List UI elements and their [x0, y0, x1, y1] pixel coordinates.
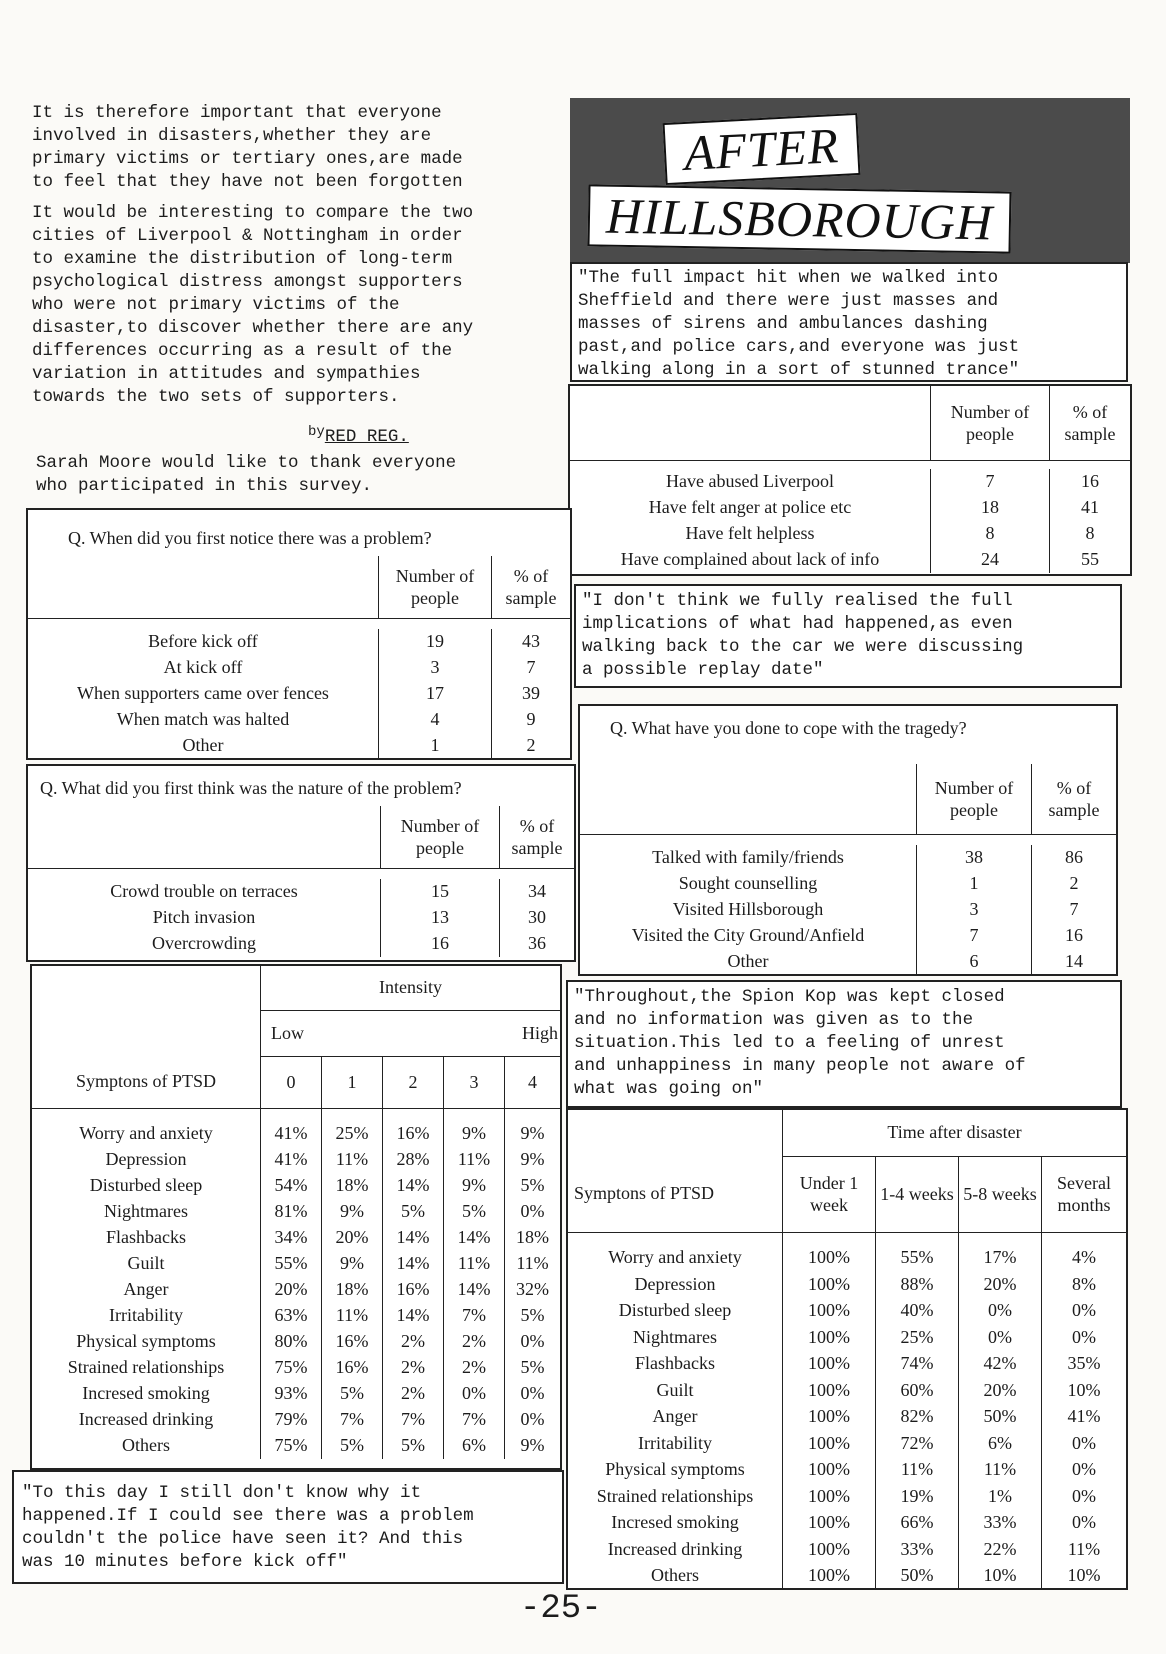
time-value: 100%	[783, 1245, 876, 1272]
notice-percent: 2	[492, 733, 571, 759]
intensity-label: Others	[122, 1435, 170, 1455]
nature-table	[26, 764, 576, 962]
time-value: 100%	[783, 1536, 876, 1563]
time-value: 25%	[876, 1324, 959, 1351]
cope-col-number: Number of people	[917, 764, 1032, 834]
time-value: 100%	[783, 1404, 876, 1431]
notice-label: At kick off	[163, 657, 243, 677]
intro-box	[14, 98, 566, 506]
time-value: 11%	[1042, 1536, 1127, 1563]
page-number: -25-	[520, 1590, 602, 1628]
time-value: 0%	[1042, 1430, 1127, 1457]
feelings-number: 24	[931, 547, 1050, 573]
intensity-value: 7%	[444, 1303, 505, 1329]
intensity-value: 7%	[444, 1407, 505, 1433]
notice-grid	[28, 556, 570, 759]
nature-number: 16	[381, 931, 500, 957]
feelings-number: 7	[931, 469, 1050, 495]
notice-percent: 39	[492, 681, 571, 707]
feelings-percent: 16	[1050, 469, 1131, 495]
intensity-label: Physical symptoms	[76, 1331, 216, 1351]
time-table	[566, 1108, 1128, 1590]
time-value: 60%	[876, 1377, 959, 1404]
time-label: Disturbed sleep	[618, 1300, 732, 1321]
intensity-label: Irritability	[109, 1305, 183, 1325]
intensity-value: 18%	[505, 1225, 561, 1251]
notice-number: 3	[379, 655, 492, 681]
intensity-value: 54%	[261, 1173, 322, 1199]
intensity-value: 14%	[444, 1225, 505, 1251]
time-label: Incresed smoking	[611, 1512, 739, 1533]
intensity-value: 5%	[505, 1173, 561, 1199]
time-value: 100%	[783, 1351, 876, 1378]
intensity-label: Depression	[105, 1149, 187, 1169]
time-value: 4%	[1042, 1245, 1127, 1272]
cope-percent: 14	[1032, 949, 1117, 975]
intensity-label: Strained relationships	[67, 1357, 225, 1377]
time-value: 50%	[876, 1563, 959, 1590]
intensity-value: 75%	[261, 1355, 322, 1381]
intensity-value: 2%	[383, 1381, 444, 1407]
quote-still-dont-know	[12, 1470, 564, 1584]
intensity-table	[30, 964, 562, 1470]
time-label: Flashbacks	[635, 1353, 715, 1374]
time-label: Increased drinking	[607, 1538, 743, 1559]
time-value: 33%	[959, 1510, 1042, 1537]
intensity-value: 9%	[505, 1433, 561, 1459]
notice-question: Q. When did you first notice there was a problem?	[68, 528, 432, 548]
nature-percent: 34	[500, 879, 575, 905]
time-value: 100%	[783, 1563, 876, 1590]
notice-number: 17	[379, 681, 492, 707]
intensity-level: 1	[322, 1056, 383, 1108]
cope-number: 7	[917, 923, 1032, 949]
time-value: 100%	[783, 1510, 876, 1537]
time-value: 100%	[783, 1457, 876, 1484]
intensity-label: Incresed smoking	[82, 1383, 210, 1403]
time-value: 35%	[1042, 1351, 1127, 1378]
feelings-label: Have felt anger at police etc	[648, 497, 852, 517]
intensity-value: 5%	[505, 1303, 561, 1329]
cope-grid	[580, 764, 1116, 975]
time-value: 0%	[959, 1324, 1042, 1351]
time-value: 10%	[959, 1563, 1042, 1590]
nature-number: 15	[381, 879, 500, 905]
intensity-value: 14%	[383, 1251, 444, 1277]
intensity-value: 2%	[444, 1355, 505, 1381]
feelings-percent: 55	[1050, 547, 1131, 573]
intensity-value: 11%	[444, 1147, 505, 1173]
time-value: 100%	[783, 1324, 876, 1351]
notice-col-percent: % of sample	[492, 556, 571, 618]
feelings-table	[568, 384, 1132, 576]
time-value: 1%	[959, 1483, 1042, 1510]
byline-name: RED REG.	[324, 427, 409, 447]
notice-label: When match was halted	[116, 709, 290, 729]
time-value: 74%	[876, 1351, 959, 1378]
cope-number: 3	[917, 897, 1032, 923]
intensity-value: 11%	[322, 1147, 383, 1173]
intensity-value: 93%	[261, 1381, 322, 1407]
intensity-value: 2%	[383, 1329, 444, 1355]
title-hillsborough: HILLSBOROUGH	[587, 184, 1011, 253]
cope-percent: 7	[1032, 897, 1117, 923]
intro-para-2: It would be interesting to compare the two cities of Liverpool & Nottingham in order to examine the distribution of long-term psychological distress amongst supporters who were not primary victims of the disaster,to discover whether there are any differences occurring as a result of the variation in attitudes and sympathies towards the two sets of supporters.	[32, 203, 474, 407]
intensity-value: 0%	[505, 1329, 561, 1355]
time-value: 33%	[876, 1536, 959, 1563]
time-value: 19%	[876, 1483, 959, 1510]
intensity-value: 34%	[261, 1225, 322, 1251]
time-label: Guilt	[656, 1379, 694, 1400]
time-value: 0%	[1042, 1510, 1127, 1537]
intensity-value: 0%	[505, 1381, 561, 1407]
feelings-col-percent: % of sample	[1050, 386, 1131, 460]
time-rowhead: Symptons of PTSD	[568, 1156, 783, 1232]
time-value: 100%	[783, 1377, 876, 1404]
time-value: 66%	[876, 1510, 959, 1537]
notice-number: 19	[379, 629, 492, 655]
time-value: 41%	[1042, 1404, 1127, 1431]
cope-percent: 2	[1032, 871, 1117, 897]
intensity-label: Flashbacks	[106, 1227, 186, 1247]
quote-full-impact	[570, 262, 1128, 382]
cope-number: 6	[917, 949, 1032, 975]
time-value: 22%	[959, 1536, 1042, 1563]
intensity-value: 5%	[322, 1381, 383, 1407]
nature-percent: 36	[500, 931, 575, 957]
time-value: 0%	[1042, 1324, 1127, 1351]
notice-percent: 43	[492, 629, 571, 655]
time-value: 20%	[959, 1271, 1042, 1298]
cope-question: Q. What have you done to cope with the tragedy?	[610, 718, 967, 738]
notice-col-number: Number of people	[379, 556, 492, 618]
notice-percent: 7	[492, 655, 571, 681]
intensity-value: 6%	[444, 1433, 505, 1459]
intensity-value: 20%	[261, 1277, 322, 1303]
time-value: 10%	[1042, 1377, 1127, 1404]
intensity-value: 0%	[505, 1199, 561, 1225]
intensity-grid	[32, 966, 560, 1459]
nature-label: Overcrowding	[152, 933, 256, 953]
cope-label: Other	[727, 951, 769, 971]
intensity-value: 9%	[322, 1251, 383, 1277]
cope-percent: 86	[1032, 845, 1117, 871]
time-value: 17%	[959, 1245, 1042, 1272]
intensity-value: 5%	[505, 1355, 561, 1381]
quote-still-dont-know-text: "To this day I still don't know why it happened.If I could see there was a problem couldn't the police have seen it? And this was 10 minutes before kick off"	[22, 1483, 474, 1572]
intensity-value: 55%	[261, 1251, 322, 1277]
intensity-low: Low	[271, 1022, 304, 1043]
nature-number: 13	[381, 905, 500, 931]
time-label: Anger	[652, 1406, 698, 1427]
cope-col-percent: % of sample	[1032, 764, 1117, 834]
cope-label: Visited Hillsborough	[672, 899, 824, 919]
cope-table	[578, 704, 1118, 976]
cope-percent: 16	[1032, 923, 1117, 949]
time-label: Others	[651, 1565, 699, 1586]
intensity-value: 9%	[444, 1121, 505, 1147]
notice-number: 4	[379, 707, 492, 733]
notice-label: When supporters came over fences	[77, 683, 329, 703]
intensity-value: 16%	[383, 1277, 444, 1303]
intensity-value: 80%	[261, 1329, 322, 1355]
intensity-value: 9%	[444, 1173, 505, 1199]
intensity-value: 20%	[322, 1225, 383, 1251]
time-label: Physical symptoms	[605, 1459, 745, 1480]
nature-question: Q. What did you first think was the nature of the problem?	[40, 778, 462, 798]
time-label: Irritability	[638, 1432, 712, 1453]
quote-realised-text: "I don't think we fully realised the full implications of what had happened,as even walking back to the car we were discussing a possible replay date"	[582, 591, 1024, 680]
notice-number: 1	[379, 733, 492, 759]
time-value: 11%	[959, 1457, 1042, 1484]
cope-number: 1	[917, 871, 1032, 897]
intensity-value: 14%	[444, 1277, 505, 1303]
time-value: 8%	[1042, 1271, 1127, 1298]
intensity-value: 5%	[322, 1433, 383, 1459]
intensity-value: 32%	[505, 1277, 561, 1303]
nature-col-number: Number of people	[381, 806, 500, 868]
intensity-value: 14%	[383, 1225, 444, 1251]
intensity-value: 0%	[444, 1381, 505, 1407]
feelings-label: Have complained about lack of info	[620, 549, 880, 569]
time-value: 100%	[783, 1483, 876, 1510]
feelings-label: Have felt helpless	[685, 523, 815, 543]
time-label: Depression	[634, 1273, 716, 1294]
feelings-col-number: Number of people	[931, 386, 1050, 460]
intensity-value: 16%	[322, 1329, 383, 1355]
time-label: Strained relationships	[596, 1485, 754, 1506]
intensity-label: Anger	[123, 1279, 169, 1299]
time-value: 11%	[876, 1457, 959, 1484]
feelings-grid	[570, 386, 1130, 573]
intensity-label: Guilt	[127, 1253, 165, 1273]
intensity-value: 11%	[505, 1251, 561, 1277]
intro-para-1: It is therefore important that everyone involved in disasters,whether they are primary victims or tertiary ones,are made to feel that they have not been forgotten	[32, 103, 463, 192]
intensity-value: 9%	[322, 1199, 383, 1225]
time-heading: Time after disaster	[783, 1110, 1127, 1156]
intensity-value: 11%	[322, 1303, 383, 1329]
time-value: 6%	[959, 1430, 1042, 1457]
quote-realised	[574, 584, 1122, 688]
quote-spion-kop-text: "Throughout,the Spion Kop was kept closed and no information was given as to the situation.This led to a feeling of unrest and unhappiness in many people not aware of what was going on"	[574, 987, 1026, 1099]
intensity-value: 18%	[322, 1173, 383, 1199]
time-value: 50%	[959, 1404, 1042, 1431]
intensity-level: 2	[383, 1056, 444, 1108]
title-after: AFTER	[663, 113, 861, 185]
notice-label: Other	[182, 735, 224, 755]
byline-by: by	[308, 424, 325, 440]
cope-number: 38	[917, 845, 1032, 871]
time-value: 100%	[783, 1430, 876, 1457]
intensity-value: 14%	[383, 1173, 444, 1199]
intensity-label: Worry and anxiety	[79, 1123, 213, 1143]
feelings-percent: 8	[1050, 521, 1131, 547]
time-value: 0%	[959, 1298, 1042, 1325]
intensity-value: 7%	[383, 1407, 444, 1433]
time-col: Under 1 week	[783, 1156, 876, 1232]
feelings-label: Have abused Liverpool	[666, 471, 834, 491]
intensity-value: 41%	[261, 1147, 322, 1173]
time-label: Worry and anxiety	[608, 1247, 742, 1268]
intensity-level: 4	[505, 1056, 561, 1108]
intensity-value: 41%	[261, 1121, 322, 1147]
intensity-rowhead: Symptons of PTSD	[32, 1056, 261, 1108]
intensity-value: 16%	[322, 1355, 383, 1381]
intensity-value: 79%	[261, 1407, 322, 1433]
intensity-value: 16%	[383, 1121, 444, 1147]
feelings-number: 18	[931, 495, 1050, 521]
time-value: 0%	[1042, 1457, 1127, 1484]
intensity-value: 9%	[505, 1147, 561, 1173]
intensity-level: 0	[261, 1056, 322, 1108]
notice-label: Before kick off	[148, 631, 258, 651]
nature-percent: 30	[500, 905, 575, 931]
nature-label: Crowd trouble on terraces	[110, 881, 298, 901]
quote-full-impact-text: "The full impact hit when we walked into Sheffield and there were just masses and masses of sirens and ambulances dashing past,and police cars,and everyone was just walking along in a sort of stunned trance"	[578, 268, 1020, 380]
intensity-value: 25%	[322, 1121, 383, 1147]
nature-col-percent: % of sample	[500, 806, 575, 868]
intensity-value: 14%	[383, 1303, 444, 1329]
intensity-value: 9%	[505, 1121, 561, 1147]
time-grid	[568, 1110, 1126, 1589]
notice-table	[26, 508, 572, 760]
intensity-high: High	[522, 1022, 558, 1043]
nature-grid	[28, 806, 574, 957]
time-col: 5-8 weeks	[959, 1156, 1042, 1232]
time-value: 72%	[876, 1430, 959, 1457]
time-value: 100%	[783, 1271, 876, 1298]
intensity-label: Nightmares	[104, 1201, 188, 1221]
intensity-value: 28%	[383, 1147, 444, 1173]
time-col: 1-4 weeks	[876, 1156, 959, 1232]
intensity-value: 11%	[444, 1251, 505, 1277]
time-value: 55%	[876, 1245, 959, 1272]
cope-label: Talked with family/friends	[652, 847, 844, 867]
time-value: 0%	[1042, 1483, 1127, 1510]
time-value: 10%	[1042, 1563, 1127, 1590]
time-value: 100%	[783, 1298, 876, 1325]
intensity-value: 7%	[322, 1407, 383, 1433]
intensity-value: 75%	[261, 1433, 322, 1459]
intensity-value: 18%	[322, 1277, 383, 1303]
intensity-value: 5%	[383, 1433, 444, 1459]
intensity-heading: Intensity	[261, 966, 561, 1010]
time-value: 82%	[876, 1404, 959, 1431]
title-block	[570, 98, 1130, 263]
byline	[308, 403, 409, 450]
time-value: 20%	[959, 1377, 1042, 1404]
intensity-value: 2%	[444, 1329, 505, 1355]
intensity-value: 63%	[261, 1303, 322, 1329]
time-value: 40%	[876, 1298, 959, 1325]
intensity-value: 0%	[505, 1407, 561, 1433]
thanks-text: Sarah Moore would like to thank everyone who participated in this survey.	[36, 453, 457, 496]
intensity-level: 3	[444, 1056, 505, 1108]
intensity-value: 5%	[444, 1199, 505, 1225]
notice-percent: 9	[492, 707, 571, 733]
cope-label: Visited the City Ground/Anfield	[631, 925, 865, 945]
nature-label: Pitch invasion	[152, 907, 256, 927]
time-label: Nightmares	[633, 1326, 717, 1347]
intensity-label: Increased drinking	[78, 1409, 214, 1429]
feelings-number: 8	[931, 521, 1050, 547]
feelings-percent: 41	[1050, 495, 1131, 521]
time-value: 88%	[876, 1271, 959, 1298]
time-value: 0%	[1042, 1298, 1127, 1325]
intensity-value: 5%	[383, 1199, 444, 1225]
intensity-label: Disturbed sleep	[89, 1175, 203, 1195]
time-col: Several months	[1042, 1156, 1127, 1232]
quote-spion-kop	[566, 980, 1122, 1108]
time-value: 42%	[959, 1351, 1042, 1378]
cope-label: Sought counselling	[678, 873, 818, 893]
intensity-value: 81%	[261, 1199, 322, 1225]
intensity-value: 2%	[383, 1355, 444, 1381]
